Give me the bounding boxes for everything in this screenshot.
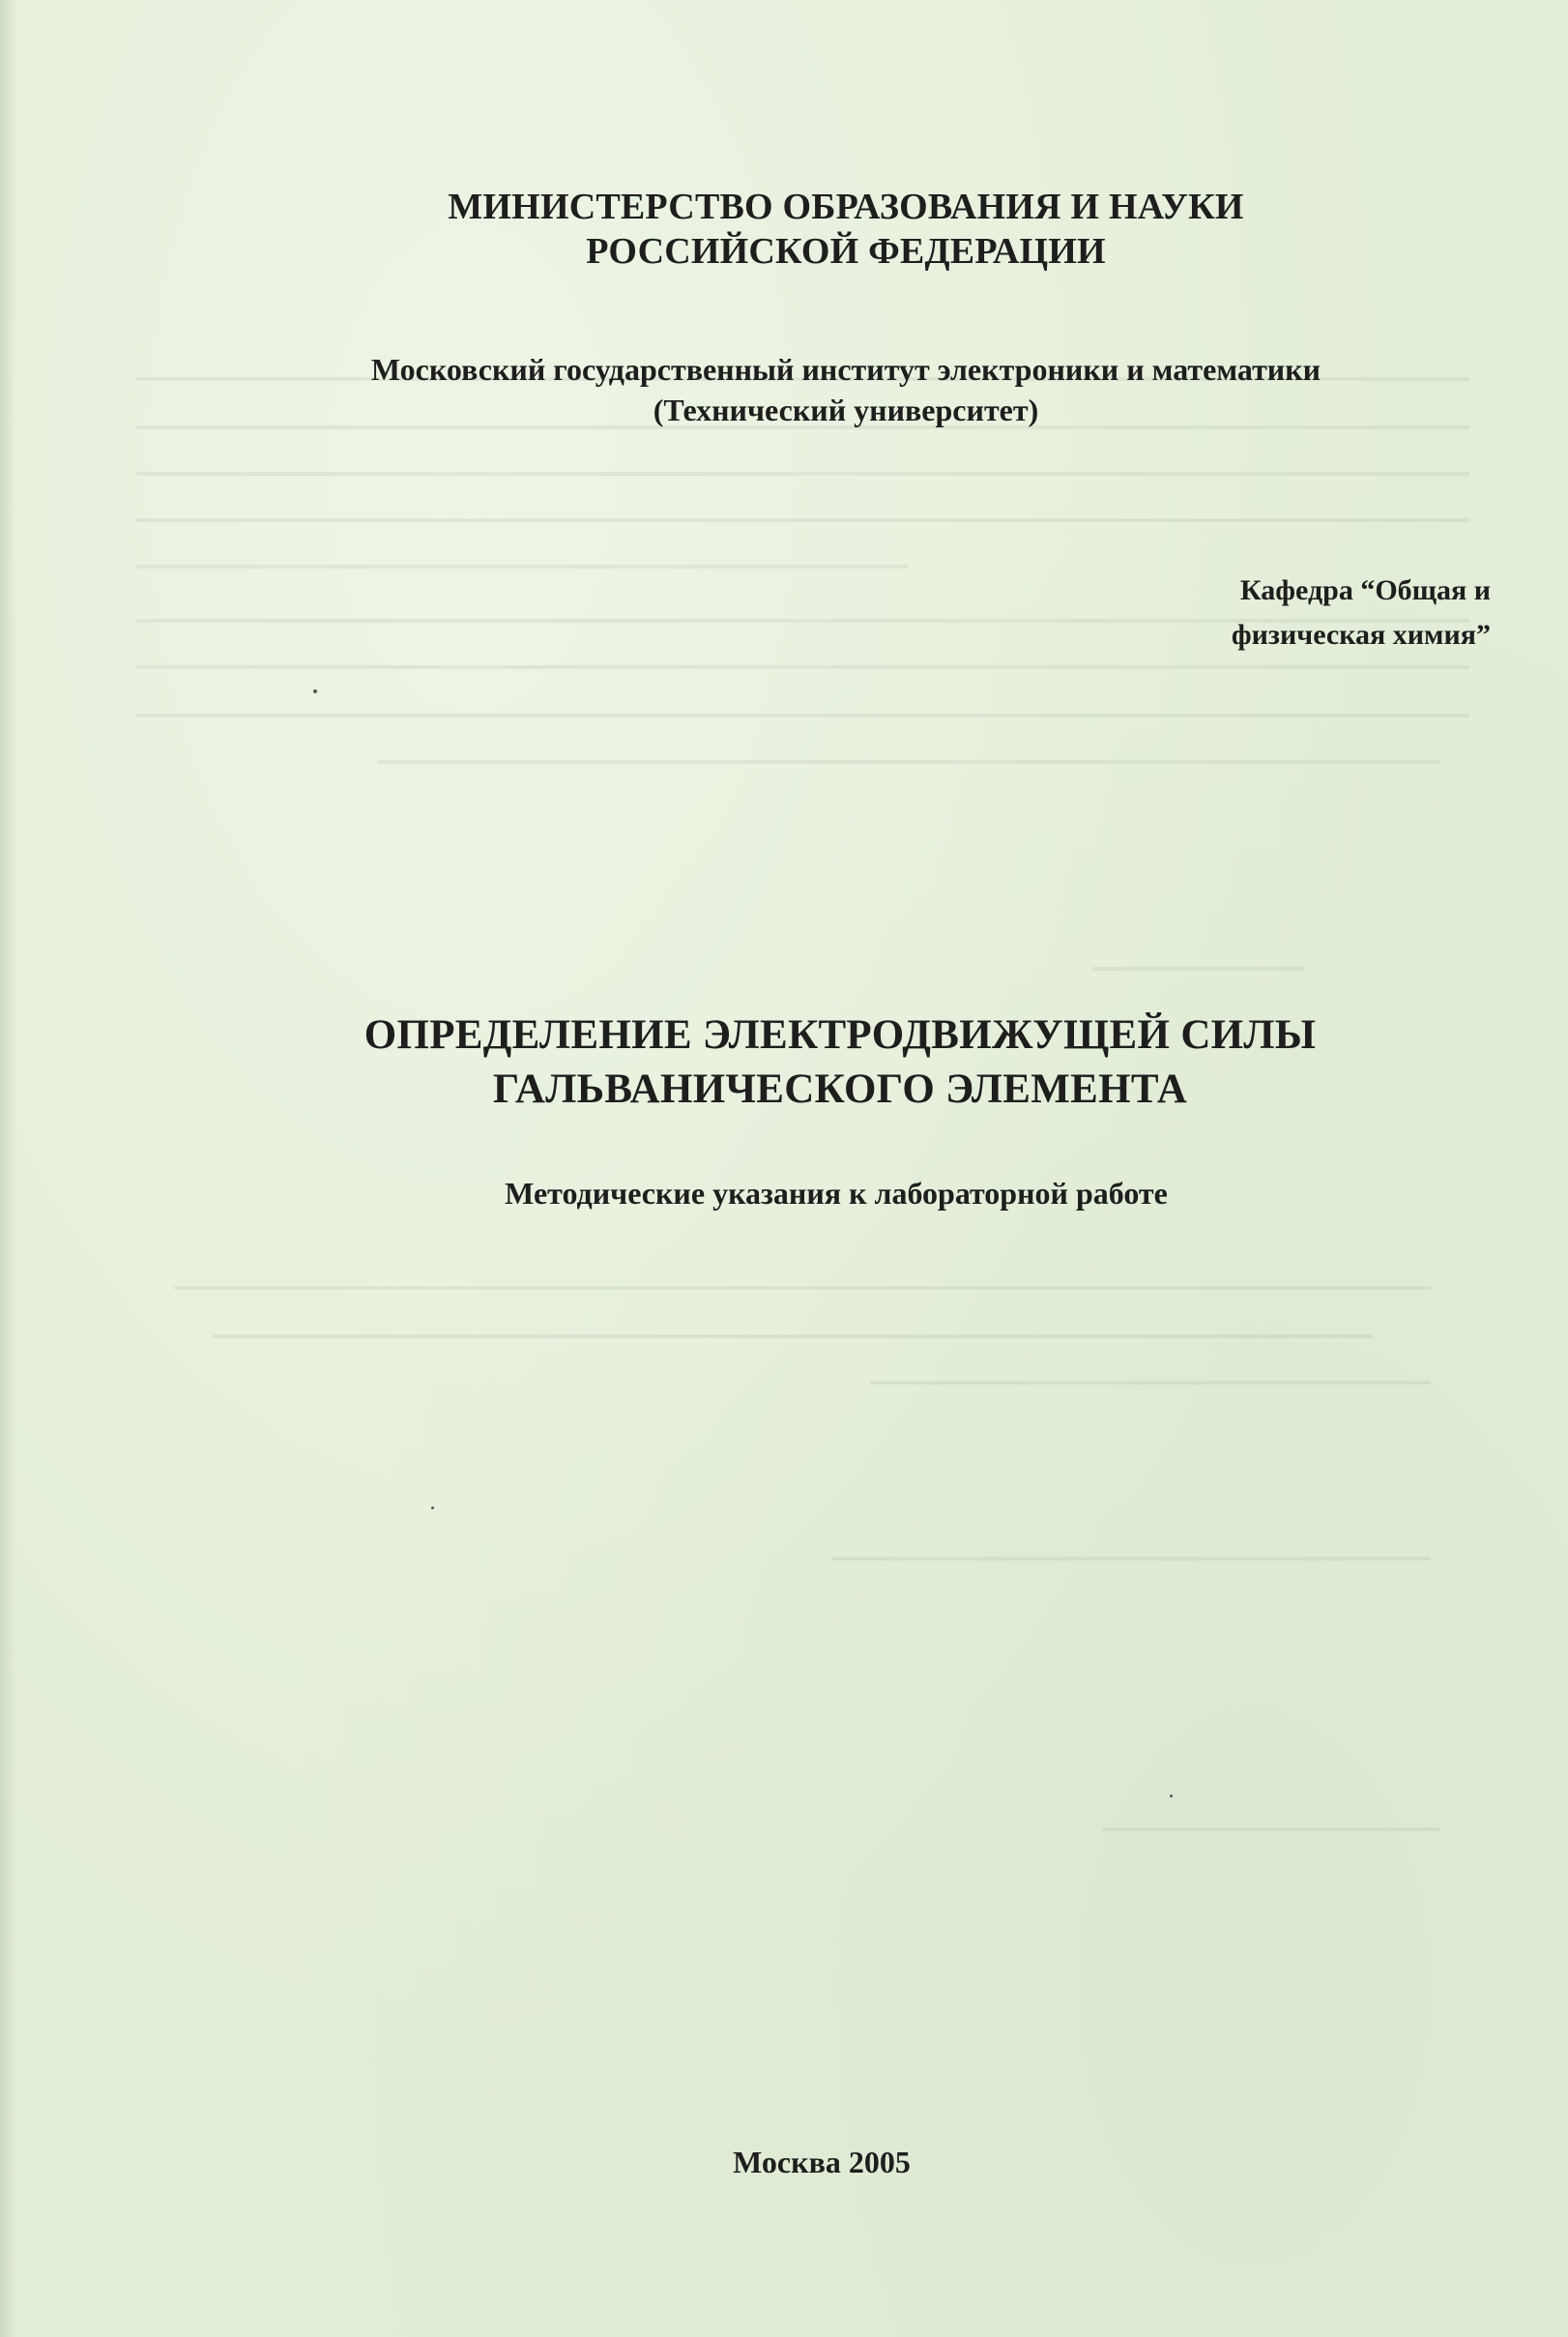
ministry-line-2: РОССИЙСКОЙ ФЕДЕРАЦИИ [586, 231, 1106, 272]
document-subtitle: Методические указания к лабораторной работе [505, 1176, 1168, 1211]
dust-speck [1170, 1795, 1173, 1797]
title-line-1: ОПРЕДЕЛЕНИЕ ЭЛЕКТРОДВИЖУЩЕЙ СИЛЫ [363, 1012, 1317, 1058]
department-line-1: Кафедра “Общая и [1239, 574, 1491, 606]
dust-speck [431, 1506, 434, 1509]
institute-subtitle: (Технический университет) [653, 393, 1039, 427]
dust-speck [313, 689, 317, 693]
ministry-line-1: МИНИСТЕРСТВО ОБРАЗОВАНИЯ И НАУКИ [448, 187, 1244, 227]
department-line-2: физическая химия” [1231, 619, 1491, 651]
city-year: Москва 2005 [733, 2145, 911, 2179]
institute-name: Московский государственный институт электроники и математики [370, 352, 1321, 387]
title-line-2: ГАЛЬВАНИЧЕСКОГО ЭЛЕМЕНТА [492, 1066, 1188, 1112]
page-edge-shadow [0, 0, 17, 2337]
